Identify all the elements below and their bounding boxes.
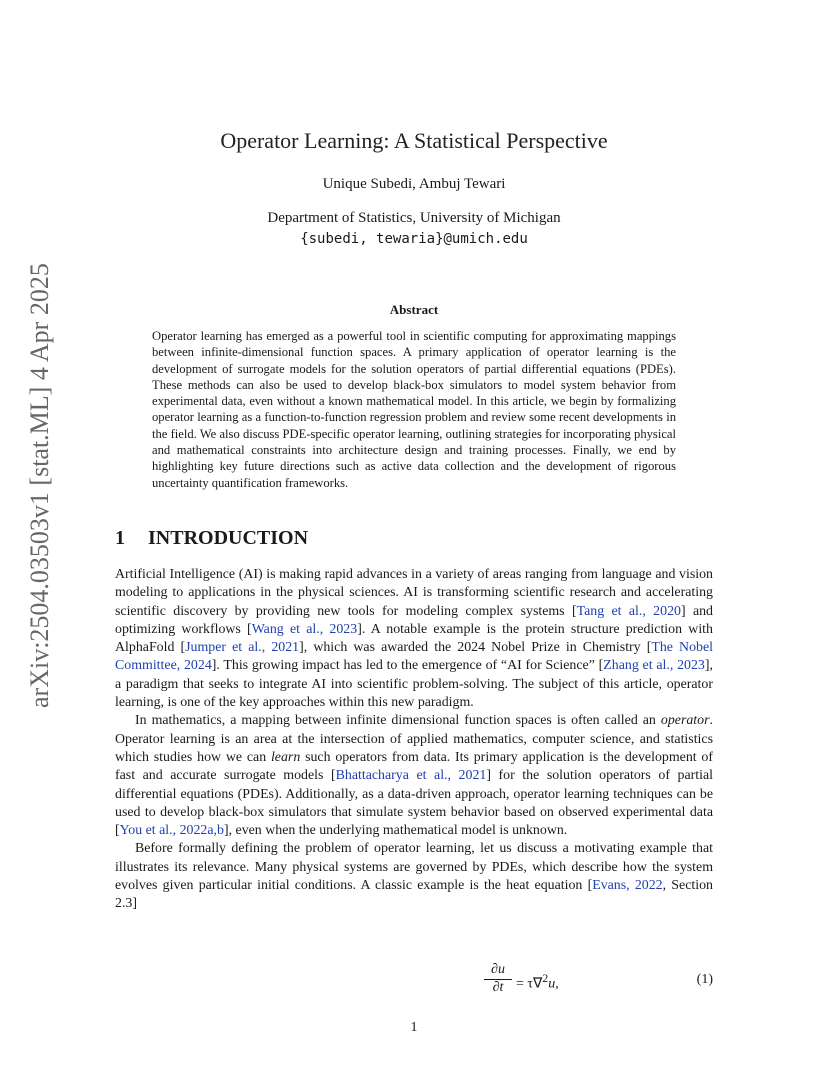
citation-link[interactable]: The Nobel Committee, 2024 bbox=[115, 640, 714, 674]
author-email: {subedi, tewaria}@umich.edu bbox=[300, 231, 528, 247]
text-run: ] for the solution operators of partial differential equations (PDEs). Additionally, as a data-driven approach, operator learning techniques can be used to develop black-box simulators that simulate system behavior based on observed experimental data [ bbox=[115, 768, 713, 839]
citation-link[interactable]: Jumper et al., 2021 bbox=[185, 640, 300, 656]
paragraph bbox=[115, 566, 713, 712]
text-run: ], which was awarded the 2024 Nobel Prize in Chemistry [ bbox=[299, 640, 652, 656]
text-run: Artificial Intelligence (AI) is making rapid advances in a variety of areas ranging from language and vision modeling to applications in the physical sciences. AI is transforming scientific research and accelerating scientific discovery by providing new tools for modeling complex systems [ bbox=[115, 567, 713, 619]
body-text bbox=[115, 566, 713, 914]
citation-link[interactable]: Zhang et al., 2023 bbox=[603, 658, 705, 674]
abstract-text: Operator learning has emerged as a powerful tool in scientific computing for approximating mappings between infinite-dimensional function spaces. A primary application of operator learning is the development of surrogate models for the solution operators of partial differential equations (PDEs). These methods can also be used to develop black-box simulators to model system behavior from experimental data, even without a known mathematical model. In this article, we begin by formalizing operator learning as a function-to-function regression problem and review some recent developments in the field. We also discuss PDE-specific operator learning, outlining strategies for incorporating physical and mathematical constraints into architecture design and training processes. Finally, we end by highlighting key future directions such as active data collection and the development of rigorous uncertainty quantification frameworks. bbox=[152, 329, 676, 490]
arxiv-identifier: arXiv:2504.03503v1 [stat.ML] 4 Apr 2025 bbox=[25, 263, 54, 708]
heat-equation bbox=[115, 962, 713, 1002]
text-run: Before formally defining the problem of operator learning, let us discuss a motivating example that illustrates its relevance. Many physical systems are governed by PDEs, which describe how the system evolves given particular initial conditions. A classic example is the heat equation [ bbox=[115, 841, 713, 894]
section-number: 1 bbox=[115, 527, 125, 549]
text-run: ], even when the underlying mathematical model is unknown. bbox=[223, 823, 568, 839]
text-run: , Section 2.3] bbox=[115, 878, 713, 912]
equation-exponent: 2 bbox=[542, 972, 549, 985]
equation-rhs bbox=[516, 972, 559, 993]
equation-fraction bbox=[484, 962, 512, 996]
affiliation: Department of Statistics, University of Michigan bbox=[267, 210, 561, 226]
text-run: In mathematics, a mapping between infinite dimensional function spaces is often called an bbox=[135, 713, 661, 729]
equation-numerator: ∂u bbox=[484, 962, 512, 980]
section-heading bbox=[115, 527, 308, 550]
text-run: ]. This growing impact has led to the emergence of “AI for Science” [ bbox=[211, 658, 604, 674]
emphasis: learn bbox=[270, 749, 301, 765]
citation-link[interactable]: Wang et al., 2023 bbox=[251, 621, 358, 637]
emphasis: operator bbox=[660, 713, 710, 729]
section-title: INTRODUCTION bbox=[148, 527, 309, 549]
paragraph bbox=[115, 712, 713, 840]
text-run: ] and optimizing workflows [ bbox=[115, 603, 713, 637]
abstract-heading: Abstract bbox=[389, 302, 439, 317]
text-run: . Operator learning is an area at the intersection of applied mathematics, computer science, and statistics which studies how we can bbox=[115, 713, 713, 765]
text-run: such operators from data. Its primary application is the development of fast and accurate surrogate models [ bbox=[115, 749, 713, 784]
citation-link[interactable]: You et al., 2022a,b bbox=[119, 823, 224, 839]
citation-link[interactable]: Bhattacharya et al., 2021 bbox=[335, 768, 487, 784]
paragraph bbox=[115, 840, 713, 913]
equation-operator: = τ∇ bbox=[516, 976, 543, 992]
equation-punctuation: , bbox=[555, 976, 559, 992]
paper-title: Operator Learning: A Statistical Perspective bbox=[220, 128, 608, 153]
text-run: ]. A notable example is the protein structure prediction with AlphaFold [ bbox=[115, 621, 713, 656]
citation-link[interactable]: Evans, 2022 bbox=[592, 878, 663, 894]
author-list: Unique Subedi, Ambuj Tewari bbox=[322, 176, 506, 192]
equation-variable: u bbox=[548, 976, 556, 992]
citation-link[interactable]: Tang et al., 2020 bbox=[576, 603, 681, 619]
page-number: 1 bbox=[410, 1020, 418, 1035]
equation-denominator: ∂t bbox=[492, 980, 504, 995]
text-run: ], a paradigm that seeks to integrate AI into scientific problem-solving. The subject of this article, operator learning, is one of the key approaches within this new paradigm. bbox=[115, 658, 713, 711]
equation-number: (1) bbox=[696, 972, 713, 987]
